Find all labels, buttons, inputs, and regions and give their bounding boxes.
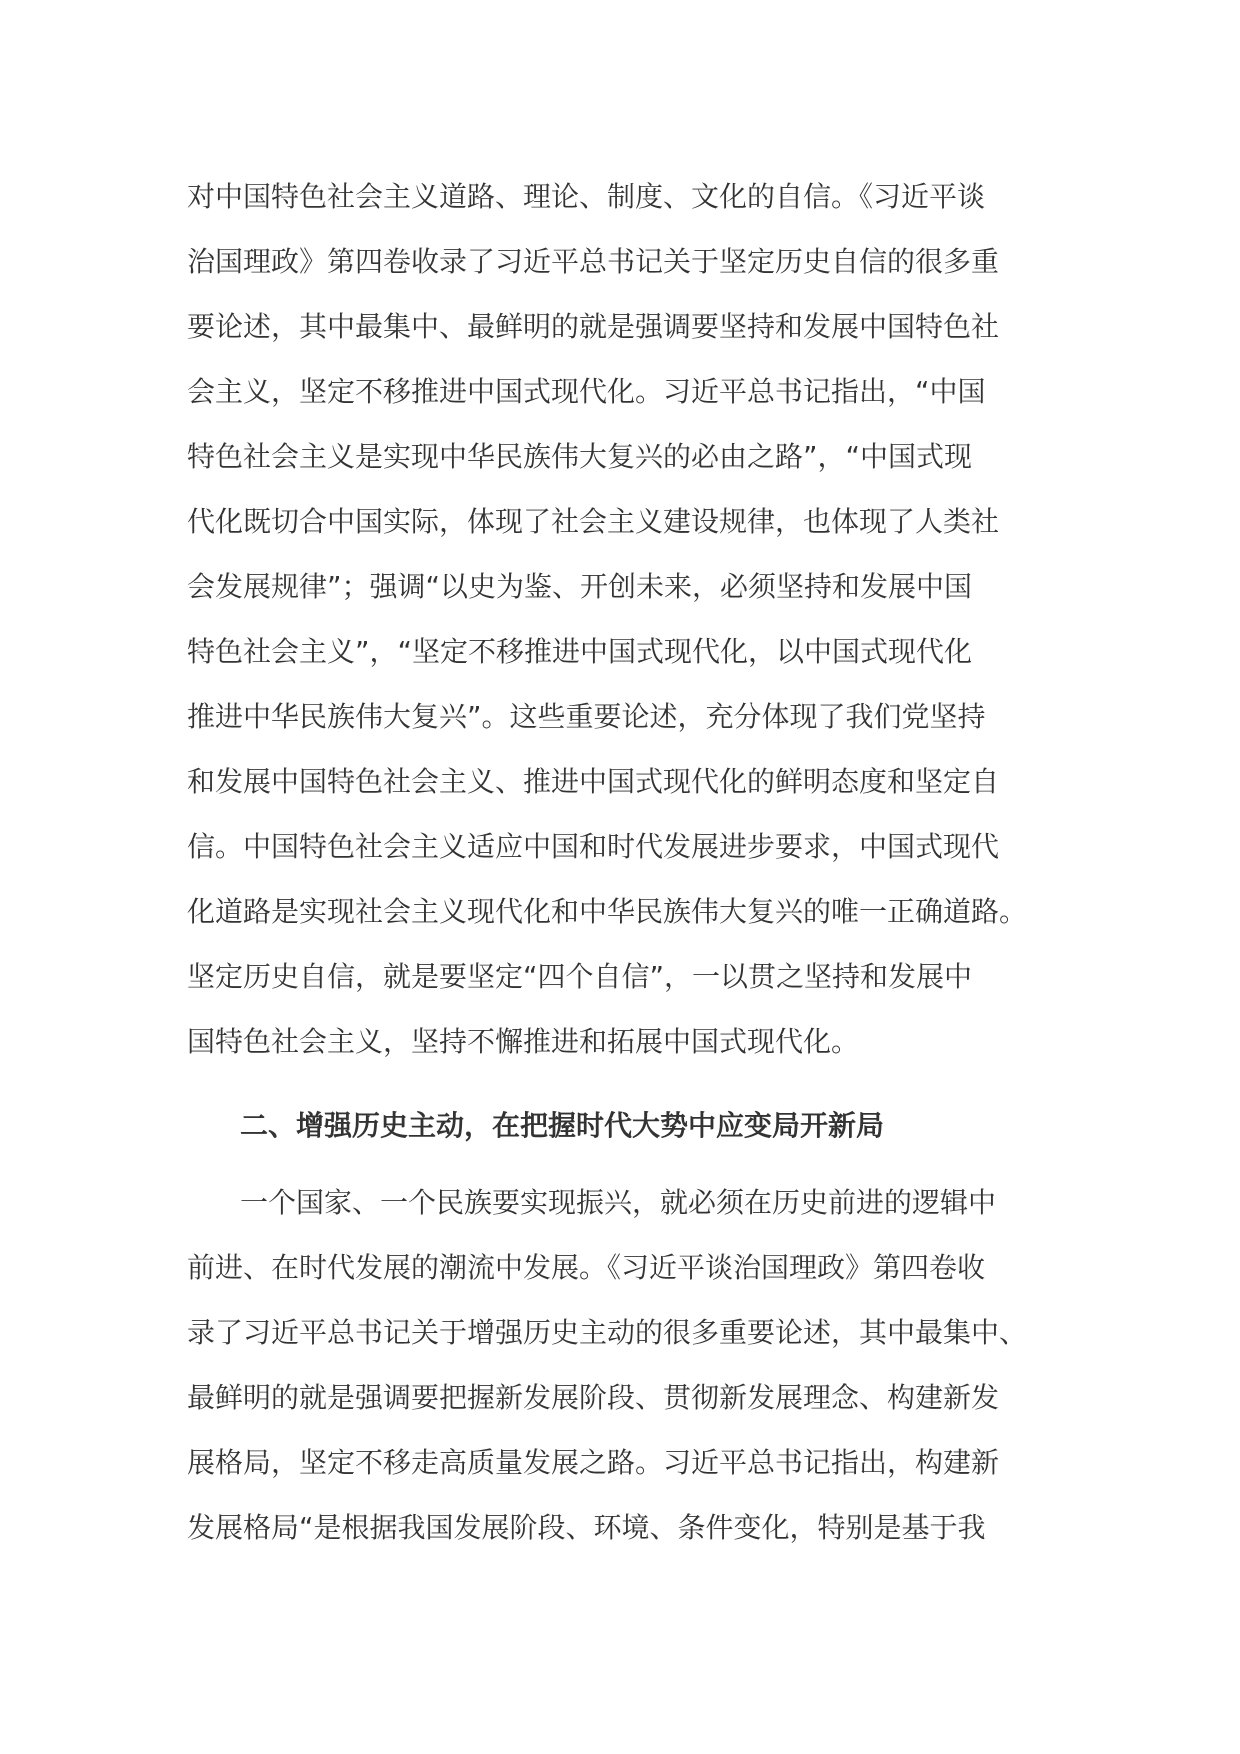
paragraph-line: 发展格局“是根据我国发展阶段、环境、条件变化，特别是基于我 (187, 1511, 986, 1544)
paragraph-line: 推进中华民族伟大复兴”。这些重要论述，充分体现了我们党坚持 (187, 700, 986, 733)
paragraph-line: 坚定历史自信，就是要坚定“四个自信”，一以贯之坚持和发展中 (187, 960, 973, 993)
paragraph-continuation (187, 164, 1057, 1074)
paragraph-line: 录了习近平总书记关于增强历史主动的很多重要论述，其中最集中、 (187, 1316, 1028, 1349)
paragraph-line: 会主义，坚定不移推进中国式现代化。习近平总书记指出，“中国 (187, 375, 986, 408)
paragraph-line: 化道路是实现社会主义现代化和中华民族伟大复兴的唯一正确道路。 (187, 895, 1028, 928)
paragraph-line: 治国理政》第四卷收录了习近平总书记关于坚定历史自信的很多重 (187, 245, 1000, 278)
paragraph-line: 要论述，其中最集中、最鲜明的就是强调要坚持和发展中国特色社 (187, 310, 1000, 343)
paragraph-section-2 (187, 1170, 1057, 1560)
paragraph-line: 前进、在时代发展的潮流中发展。《习近平谈治国理政》第四卷收 (187, 1251, 986, 1284)
paragraph-line: 信。中国特色社会主义适应中国和时代发展进步要求，中国式现代 (187, 830, 1000, 863)
paragraph-line: 特色社会主义”，“坚定不移推进中国式现代化，以中国式现代化 (187, 635, 973, 668)
section-heading-block (187, 1093, 1057, 1158)
paragraph-line: 会发展规律”；强调“以史为鉴、开创未来，必须坚持和发展中国 (187, 570, 973, 603)
paragraph-line: 国特色社会主义，坚持不懈推进和拓展中国式现代化。 (187, 1025, 860, 1058)
paragraph-line: 一个国家、一个民族要实现振兴，就必须在历史前进的逻辑中 (240, 1186, 997, 1219)
paragraph-line: 对中国特色社会主义道路、理论、制度、文化的自信。《习近平谈 (187, 180, 986, 213)
paragraph-line: 展格局，坚定不移走高质量发展之路。习近平总书记指出，构建新 (187, 1446, 1000, 1479)
section-heading: 二、增强历史主动，在把握时代大势中应变局开新局 (240, 1109, 885, 1142)
paragraph-line: 最鲜明的就是强调要把握新发展阶段、贯彻新发展理念、构建新发 (187, 1381, 1000, 1414)
paragraph-line: 代化既切合中国实际，体现了社会主义建设规律，也体现了人类社 (187, 505, 1000, 538)
paragraph-line: 和发展中国特色社会主义、推进中国式现代化的鲜明态度和坚定自 (187, 765, 1000, 798)
paragraph-line: 特色社会主义是实现中华民族伟大复兴的必由之路”，“中国式现 (187, 440, 973, 473)
